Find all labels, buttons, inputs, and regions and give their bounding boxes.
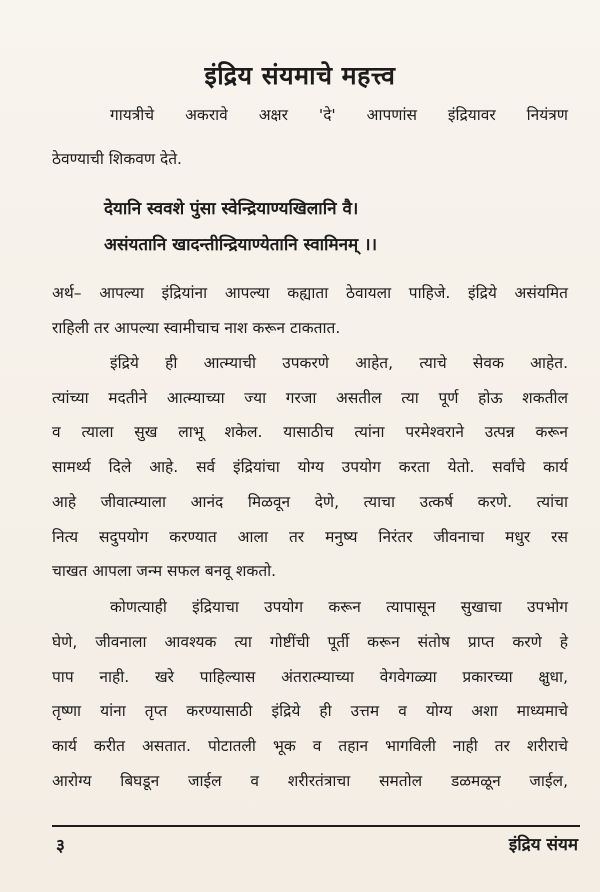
verse-line-2: असंयतानि खादन्तीन्द्रियाण्येतानि स्वामिनम् ।। xyxy=(104,235,378,255)
intro-line-1: गायत्रीचे अकरावे अक्षर 'दे' आपणांस इंद्रियावर नियंत्रण xyxy=(110,106,568,124)
para2-line: पाप नाही. खरे पाहिल्यास अंतरात्म्याच्या वेगवेगळ्या प्रकारच्या क्षुधा, xyxy=(52,668,568,686)
page-number: ३ xyxy=(56,836,65,856)
para1-line: सामर्थ्य दिले आहे. सर्व इंद्रियांचा योग्य उपयोग करता येतो. सर्वांचे कार्य xyxy=(52,458,568,476)
para2-line: कोणत्याही इंद्रियाचा उपयोग करून त्यापासून सुखाचा उपभोग xyxy=(110,598,568,616)
verse-line-1: देयानि स्ववशे पुंसा स्वेन्द्रियाण्यखिलानि वै। xyxy=(104,199,359,219)
footer-rule xyxy=(52,825,580,827)
para2-line: आरोग्य बिघडून जाईल व शरीरतंत्राचा समतोल डळमळून जाईल, xyxy=(52,772,568,790)
meaning-line-1: अर्थ– आपल्या इंद्रियांना आपल्या कह्याता ठेवायला पाहिजे. इंद्रिये असंयमित xyxy=(52,284,568,302)
running-head: इंद्रिय संयम xyxy=(508,835,578,855)
para2-line: कार्य करीत असतात. पोटातली भूक व तहान भागविली नाही तर शरीराचे xyxy=(52,737,568,755)
para2-line: तृष्णा यांना तृप्त करण्यासाठी इंद्रिये ही उत्तम व योग्य अशा माध्यमाचे xyxy=(52,702,568,720)
para1-line: नित्य सदुपयोग करण्यात आला तर मनुष्य निरंतर जीवनाचा मधुर रस xyxy=(52,528,568,546)
para1-line: इंद्रिये ही आत्म्याची उपकरणे आहेत, त्याचे सेवक आहेत. xyxy=(110,354,568,372)
intro-line-2: ठेवण्याची शिकवण देते. xyxy=(52,150,182,168)
para2-line: घेणे, जीवनाला आवश्यक त्या गोष्टींची पूर्ती करून संतोष प्राप्त करणे हे xyxy=(52,633,568,651)
para1-line: त्यांच्या मदतीने आत्म्याच्या ज्या गरजा असतील त्या पूर्ण होऊ शकतील xyxy=(52,389,568,407)
meaning-line-2: राहिली तर आपल्या स्वामीचाच नाश करून टाकतात. xyxy=(52,319,341,337)
para1-line: व त्याला सुख लाभू शकेल. यासाठीच त्यांना परमेश्वराने उत्पन्न करून xyxy=(52,423,568,441)
para1-line: चाखत आपला जन्म सफल बनवू शकतो. xyxy=(52,562,277,580)
page-title: इंद्रिय संयमाचे महत्त्व xyxy=(204,61,396,90)
para1-line: आहे जीवात्म्याला आनंद मिळवून देणे, त्याचा उत्कर्ष करणे. त्यांचा xyxy=(52,493,568,511)
